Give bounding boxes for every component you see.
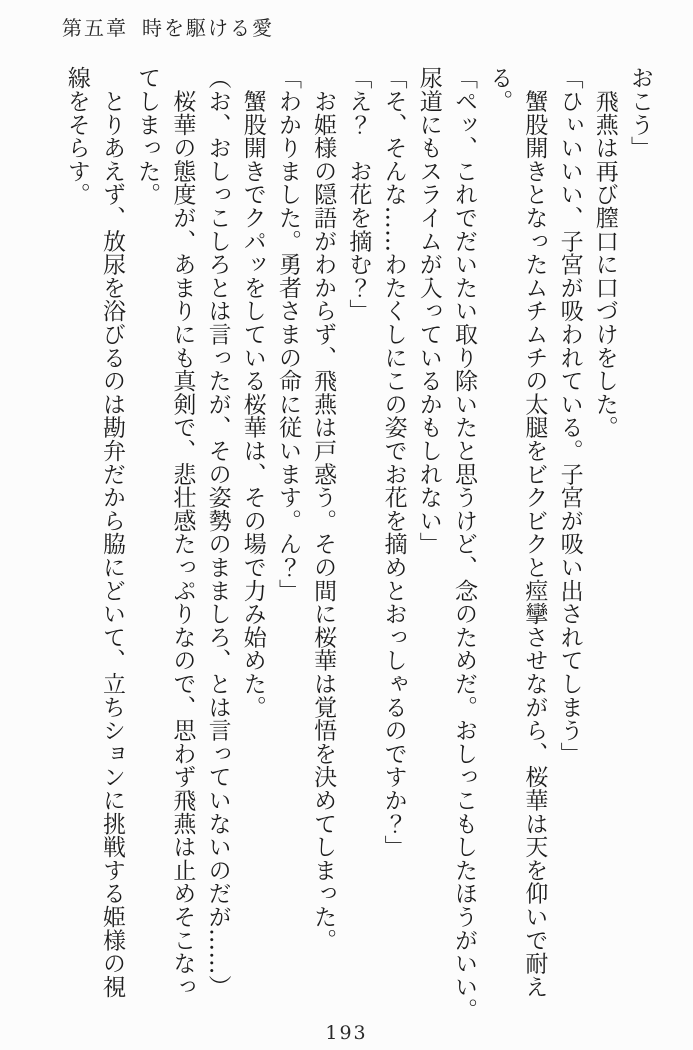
- text-line: とりあえず、放尿を浴びるのは勘弁だから脇にどいて、立ちションに挑戦する姫様の視: [98, 66, 125, 998]
- text-line: 線をそらす。: [63, 66, 90, 206]
- text-line: 「ペッ、これでだいたい取り除いたと思うけど、念のためだ。おしっこもしたほうがいい。: [450, 66, 477, 1022]
- body-text: [59, 66, 657, 1024]
- text-line: お姫様の隠語がわからず、飛燕は戸惑う。その間に桜華は覚悟を決めてしまった。: [310, 66, 337, 952]
- text-line: おこう」: [627, 66, 653, 160]
- text-line: 「ひぃいいい、子宮が吸われている。子宮が吸い出されてしまう」: [556, 66, 583, 765]
- chapter-title: 時を駆ける愛: [142, 16, 274, 40]
- text-line: 飛燕は再び膣口に口づけをした。: [591, 66, 618, 439]
- text-line: てしまった。: [134, 66, 161, 206]
- chapter-label: 第五章: [62, 16, 128, 40]
- text-line: 蟹股開きでクパッをしている桜華は、その場で力み始めた。: [239, 66, 266, 719]
- text-line: 「そ、そんな……わたくしにこの姿でお花を摘めとおっしゃるのですか？」: [380, 66, 407, 859]
- running-header: [62, 12, 274, 41]
- text-line: る。: [486, 66, 513, 113]
- page-number: 193: [325, 1022, 368, 1044]
- text-line: 尿道にもスライムが入っているかもしれない」: [415, 66, 442, 556]
- text-line: 「わかりました。勇者さまの命に従います。ん？」: [274, 66, 301, 602]
- text-line: （お、おしっこしろとは言ったが、その姿勢のまましろ、とは言っていないのだが……）: [204, 66, 231, 998]
- text-line: 蟹股開きとなったムチムチの太腿をビクビクと痙攣させながら、桜華は天を仰いで耐え: [521, 66, 548, 998]
- text-line: 「え？ お花を摘む？」: [345, 66, 372, 323]
- text-line: 桜華の態度が、あまりにも真剣で、悲壮感たっぷりなので、思わず飛燕は止めそこなっ: [169, 66, 196, 998]
